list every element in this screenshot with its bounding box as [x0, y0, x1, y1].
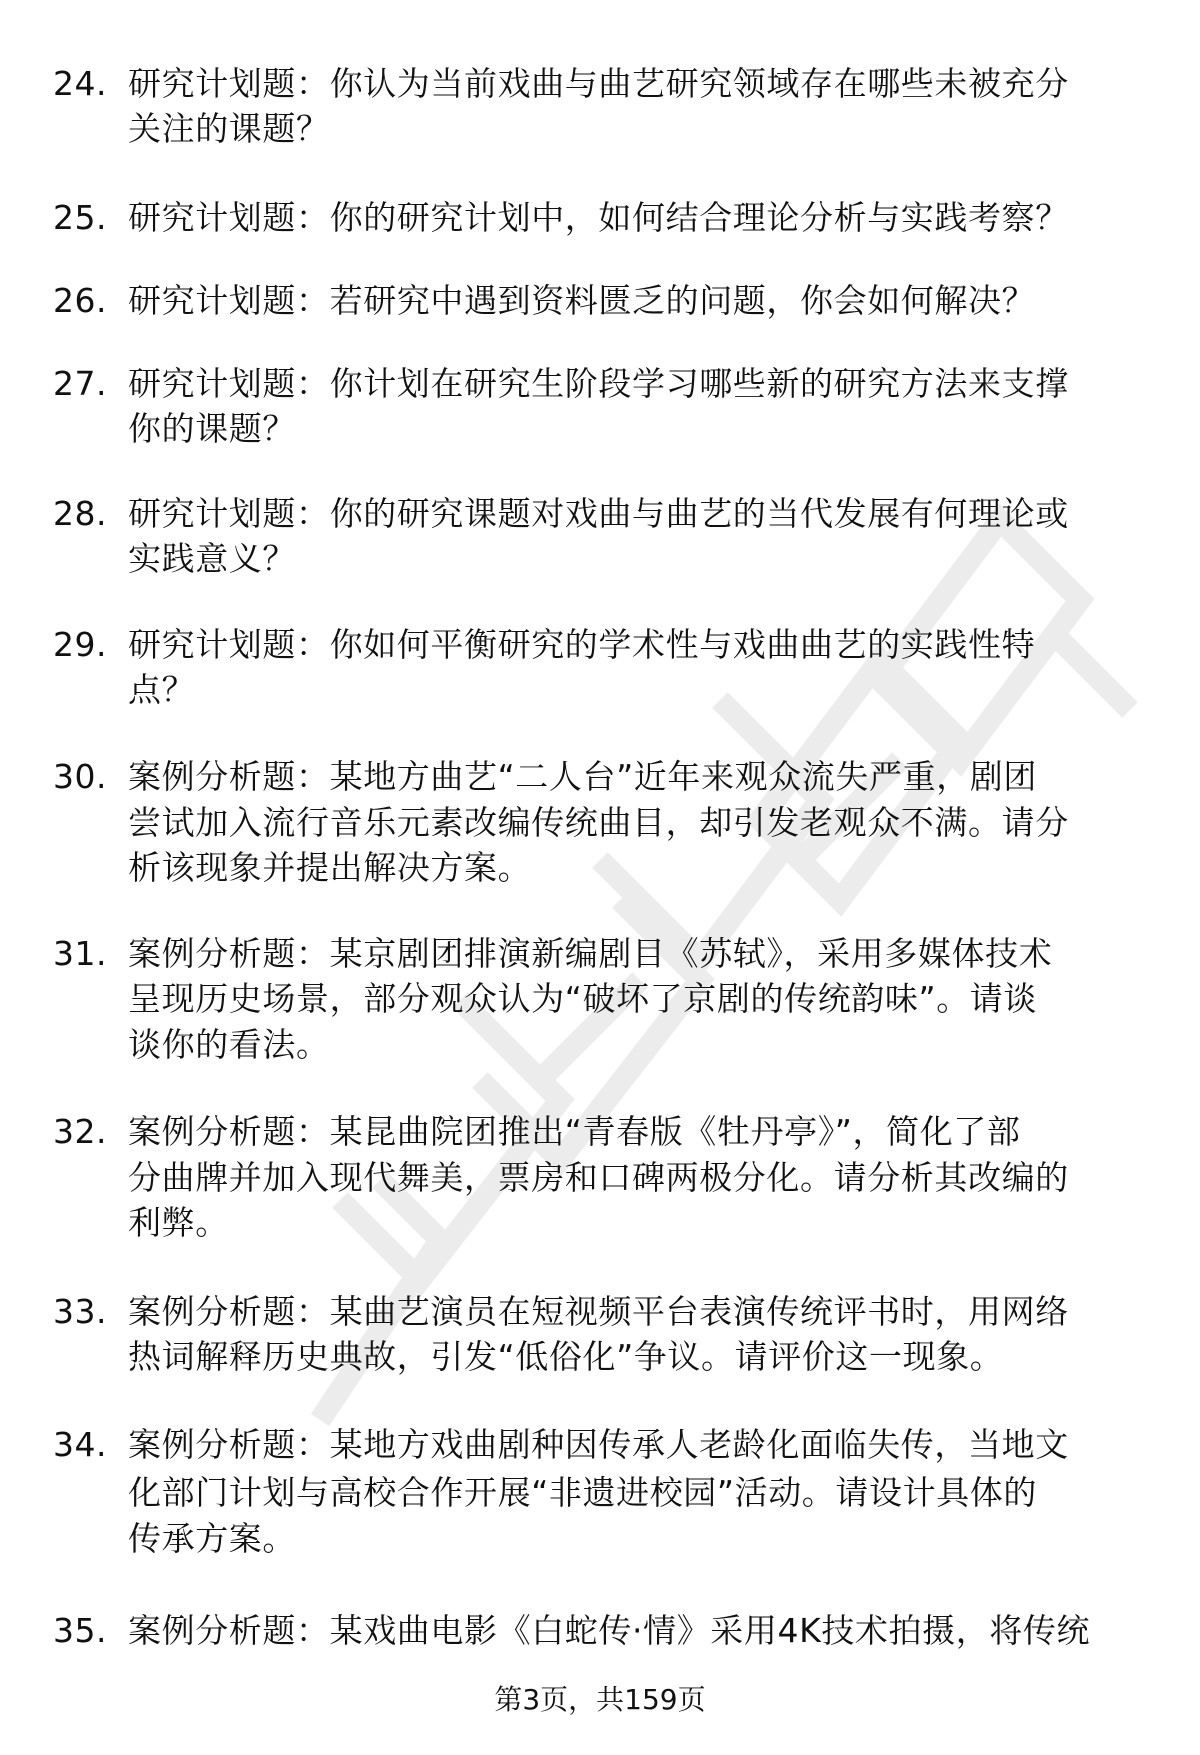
question-text-line: 谈你的看法。 — [128, 1025, 330, 1064]
question-number: 29. — [53, 625, 107, 664]
question-number: 24. — [53, 64, 107, 103]
question-text-line: 研究计划题：你认为当前戏曲与曲艺研究领域存在哪些未被充分 — [128, 64, 1069, 103]
question-text-line: 研究计划题：你的研究课题对戏曲与曲艺的当代发展有何理论或 — [128, 494, 1069, 533]
question-text-line: 实践意义？ — [128, 539, 296, 578]
question-text-line: 关注的课题？ — [128, 109, 330, 148]
question-text-line: 研究计划题：你计划在研究生阶段学习哪些新的研究方法来支撑 — [128, 364, 1069, 403]
question-text-line: 你的课题？ — [128, 409, 296, 448]
question-text-line: 案例分析题：某地方曲艺“二人台”近年来观众流失严重，剧团 — [128, 757, 1037, 796]
question-text-line: 案例分析题：某地方戏曲剧种因传承人老龄化面临失传，当地文 — [128, 1425, 1069, 1464]
question-text-line: 传承方案。 — [128, 1519, 296, 1558]
question-text-line: 研究计划题：若研究中遇到资料匮乏的问题，你会如何解决？ — [128, 281, 1036, 320]
question-text-line: 尝试加入流行音乐元素改编传统曲目，却引发老观众不满。请分 — [128, 803, 1069, 842]
question-text-line: 案例分析题：某戏曲电影《白蛇传·情》采用4K技术拍摄，将传统 — [128, 1611, 1091, 1650]
question-text-line: 分曲牌并加入现代舞美，票房和口碑两极分化。请分析其改编的 — [128, 1158, 1069, 1197]
question-text-line: 利弊。 — [128, 1203, 229, 1242]
question-number: 26. — [53, 281, 107, 320]
question-number: 30. — [53, 757, 107, 796]
page-footer: 第3页，共159页 — [494, 1683, 706, 1716]
question-number: 34. — [53, 1425, 107, 1464]
question-text-line: 案例分析题：某昆曲院团推出“青春版《牡丹亭》”，简化了部 — [128, 1112, 1021, 1151]
question-text-line: 案例分析题：某曲艺演员在短视频平台表演传统评书时，用网络 — [128, 1292, 1069, 1331]
question-number: 35. — [53, 1611, 107, 1650]
question-text-line: 热词解释历史典故，引发“低俗化”争议。请评价这一现象。 — [128, 1337, 1004, 1376]
question-text-line: 点？ — [128, 670, 196, 709]
question-text-line: 呈现历史场景，部分观众认为“破坏了京剧的传统韵味”。请谈 — [128, 979, 1037, 1018]
question-text-line: 研究计划题：你如何平衡研究的学术性与戏曲曲艺的实践性特 — [128, 625, 1036, 664]
question-number: 32. — [53, 1112, 107, 1151]
question-text-line: 案例分析题：某京剧团排演新编剧目《苏轼》，采用多媒体技术 — [128, 934, 1053, 973]
question-number: 31. — [53, 934, 107, 973]
question-text-line: 化部门计划与高校合作开展“非遗进校园”活动。请设计具体的 — [128, 1473, 1037, 1512]
question-number: 28. — [53, 494, 107, 533]
question-text-line: 析该现象并提出解决方案。 — [128, 848, 532, 887]
question-text-line: 研究计划题：你的研究计划中，如何结合理论分析与实践考察？ — [128, 198, 1069, 237]
question-number: 25. — [53, 198, 107, 237]
question-number: 33. — [53, 1292, 107, 1331]
question-number: 27. — [53, 364, 107, 403]
